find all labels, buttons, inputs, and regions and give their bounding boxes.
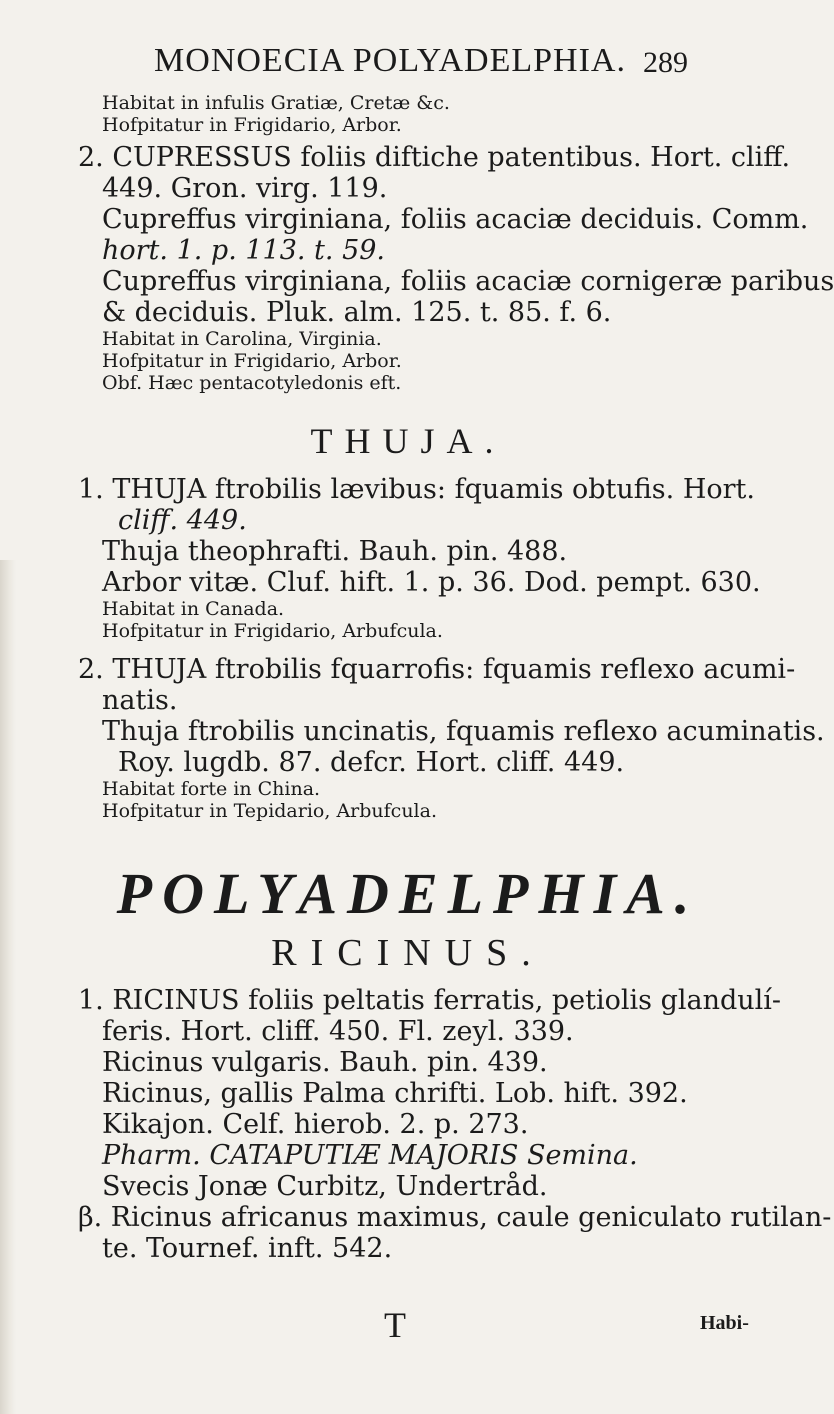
entry-line: 2. THUJA ftrobilis fquarrofis: fquamis reflexo acumi-	[78, 654, 796, 685]
hospitatur-line: Hofpitatur in Frigidario, Arbufcula.	[102, 620, 443, 642]
habitat-line: Habitat forte in China.	[102, 778, 321, 800]
entry-line: 1. THUJA ftrobilis lævibus: fquamis obtufis. Hort.	[78, 474, 755, 505]
catchword: Habi-	[700, 1312, 749, 1334]
entry-line: Pharm. CATAPUTIÆ MAJORIS Semina.	[102, 1140, 638, 1171]
hospitatur-line: Hofpitatur in Frigidario, Arbor.	[102, 350, 402, 372]
entry-line: Cupreffus virginiana, foliis acaciæ cornigeræ paribus	[102, 266, 834, 297]
entry-line: 2. CUPRESSUS foliis diftiche patentibus. Hort. cliff.	[78, 142, 791, 173]
entry-line: Thuja ftrobilis uncinatis, fquamis reflexo acuminatis.	[102, 716, 825, 747]
running-head: MONOECIA POLYADELPHIA.	[154, 42, 626, 79]
genus-heading-thuja: THUJA.	[310, 421, 506, 461]
entry-line: Svecis Jonæ Curbitz, Undertråd.	[102, 1171, 548, 1202]
entry-line: Cupreffus virginiana, foliis acaciæ deciduis. Comm.	[102, 204, 809, 235]
page-header	[0, 42, 800, 92]
entry-line: te. Tournef. inft. 542.	[102, 1233, 393, 1264]
hospitatur-line: Hofpitatur in Tepidario, Arbufcula.	[102, 800, 437, 822]
entry-line: β. Ricinus africanus maximus, caule geniculato rutilan-	[78, 1202, 832, 1233]
entry-line: 1. RICINUS foliis peltatis ferratis, petiolis glandulí-	[78, 985, 782, 1016]
habitat-line: Habitat in Carolina, Virginia.	[102, 328, 382, 350]
entry-line: Kikajon. Celf. hierob. 2. p. 273.	[102, 1109, 529, 1140]
entry-line: natis.	[102, 685, 178, 716]
entry-line: feris. Hort. cliff. 450. Fl. zeyl. 339.	[102, 1016, 574, 1047]
thuja-species-1	[78, 474, 761, 642]
entry-line: Roy. lugdb. 87. defcr. Hort. cliff. 449.	[118, 747, 625, 778]
class-title-polyadelphia: POLYADELPHIA.	[116, 861, 700, 926]
entry-line: Thuja theophrafti. Bauh. pin. 488.	[102, 536, 568, 567]
page-binding-shadow	[0, 560, 16, 1414]
hospitatur-line: Hofpitatur in Frigidario, Arbor.	[102, 114, 402, 136]
page-body	[78, 92, 834, 1264]
entry-line: Arbor vitæ. Cluf. hift. 1. p. 36. Dod. pempt. 630.	[102, 567, 761, 598]
cupressus-entry	[78, 142, 834, 394]
habitat-line: Habitat in Canada.	[102, 598, 285, 620]
signature-mark: T	[384, 1305, 406, 1345]
entry-line: Ricinus, gallis Palma chrifti. Lob. hift. 392.	[102, 1078, 688, 1109]
genus-heading-ricinus: RICINUS.	[271, 932, 545, 974]
page-number: 289	[643, 46, 688, 79]
observation-line: Obf. Hæc pentacotyledonis eft.	[102, 372, 402, 394]
ricinus-entry	[78, 985, 832, 1264]
entry-line: 449. Gron. virg. 119.	[102, 173, 388, 204]
habitat-line: Habitat in infulis Gratiæ, Cretæ &c.	[102, 92, 450, 114]
entry-line: cliff. 449.	[118, 505, 247, 536]
entry-line: & deciduis. Pluk. alm. 125. t. 85. f. 6.	[102, 297, 612, 328]
entry-line: hort. 1. p. 113. t. 59.	[102, 235, 386, 266]
thuja-species-2	[78, 654, 825, 822]
entry-line: Ricinus vulgaris. Bauh. pin. 439.	[102, 1047, 548, 1078]
